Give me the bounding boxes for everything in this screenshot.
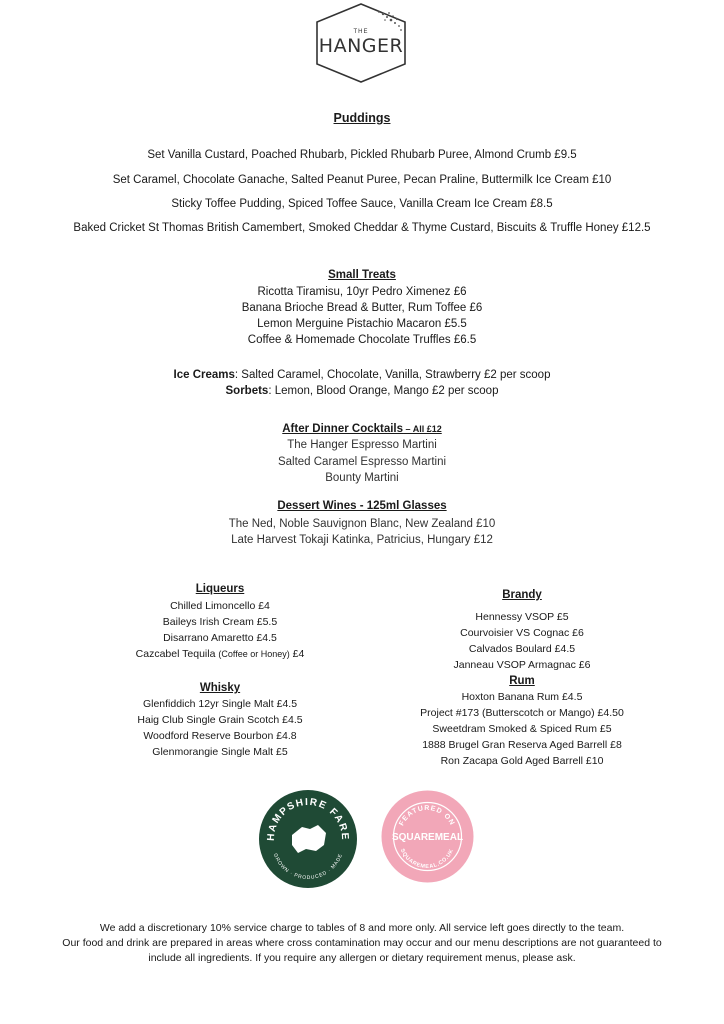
liqueur-item-note: (Coffee or Honey) xyxy=(218,649,290,659)
sorbets-line xyxy=(0,385,724,397)
ice-creams-line xyxy=(0,369,724,381)
liqueur-item: Chilled Limoncello £4 xyxy=(170,600,270,612)
rum-item: Sweetdram Smoked & Spiced Rum £5 xyxy=(432,723,612,735)
logo-the: THE xyxy=(353,29,369,35)
footer-notes xyxy=(30,921,694,966)
hampshire-fare-logo xyxy=(258,789,358,889)
small-treat-item: Banana Brioche Bread & Butter, Rum Toffee £6 xyxy=(241,302,483,314)
ice-creams-label: Ice Creams xyxy=(173,369,235,381)
liqueur-item-price: £4 xyxy=(289,648,305,660)
whisky-item: Haig Club Single Grain Scotch £4.5 xyxy=(137,714,303,726)
logo-name: HANGER xyxy=(318,35,404,57)
rum-item: Project #173 (Butterscotch or Mango) £4.50 xyxy=(420,707,624,719)
liqueurs-section xyxy=(110,583,330,664)
whisky-item: Glenfiddich 12yr Single Malt £4.5 xyxy=(142,698,298,710)
puddings-heading: Puddings xyxy=(333,111,391,125)
squaremeal-badge-name: SQUAREMEAL xyxy=(391,832,464,843)
squaremeal-badge xyxy=(381,790,474,883)
sorbets-text: : Lemon, Blood Orange, Mango £2 per scoop xyxy=(268,385,499,397)
sorbets-label: Sorbets xyxy=(225,385,269,397)
rum-item: 1888 Brugel Gran Reserva Aged Barrell £8 xyxy=(422,739,622,751)
rum-heading: Rum xyxy=(509,675,535,687)
small-treat-item: Lemon Merguine Pistachio Macaron £5.5 xyxy=(257,318,467,330)
footer-line: include all ingredients. If you require any allergen or dietary requirement menus, please ask. xyxy=(148,952,576,964)
squaremeal-badge-top-text: FEATURED ON xyxy=(398,804,456,828)
hampshire-badge-bottom-text: GROWN · PRODUCED · MADE xyxy=(271,852,345,882)
cocktail-item: The Hanger Espresso Martini xyxy=(287,439,437,451)
cocktails-heading: After Dinner Cocktails xyxy=(282,423,404,435)
squaremeal-badge-bottom-text: SQUAREMEAL.CO.UK xyxy=(398,848,456,871)
brandy-item: Calvados Boulard £4.5 xyxy=(468,643,576,655)
cocktail-item: Bounty Martini xyxy=(325,472,399,484)
whisky-section xyxy=(110,682,330,762)
liqueur-item: Disarrano Amaretto £4.5 xyxy=(163,632,277,644)
brandy-heading: Brandy xyxy=(502,589,542,601)
pudding-item: Set Vanilla Custard, Poached Rhubarb, Pickled Rhubarb Puree, Almond Crumb £9.5 xyxy=(147,149,577,161)
small-treat-item: Ricotta Tiramisu, 10yr Pedro Ximenez £6 xyxy=(257,286,467,298)
liqueurs-heading: Liqueurs xyxy=(195,583,245,595)
cocktail-item: Salted Caramel Espresso Martini xyxy=(277,456,447,468)
rum-section xyxy=(402,675,642,771)
whisky-heading: Whisky xyxy=(199,682,241,694)
brandy-item: Hennessy VSOP £5 xyxy=(475,611,569,623)
liqueur-item: Baileys Irish Cream £5.5 xyxy=(162,616,278,628)
small-treat-item: Coffee & Homemade Chocolate Truffles £6.5 xyxy=(247,334,477,346)
footer-line: We add a discretionary 10% service charge to tables of 8 and more only. All service left goes directly to the team. xyxy=(99,922,625,934)
footer-line: Our food and drink are prepared in areas where cross contamination may occur and our menu descriptions are not guaranteed to xyxy=(62,937,662,949)
liqueur-item-name: Cazcabel Tequila xyxy=(135,648,219,660)
cocktails-note: – All £12 xyxy=(403,424,442,434)
brandy-section xyxy=(402,589,642,675)
pudding-item: Set Caramel, Chocolate Ganache, Salted Peanut Puree, Pecan Praline, Buttermilk Ice Cream £10 xyxy=(112,174,612,186)
hanger-logo xyxy=(313,2,409,84)
pudding-item: Sticky Toffee Pudding, Spiced Toffee Sauce, Vanilla Cream Ice Cream £8.5 xyxy=(171,198,553,210)
small-treats-heading: Small Treats xyxy=(328,269,396,281)
rum-item: Ron Zacapa Gold Aged Barrell £10 xyxy=(440,755,604,767)
brandy-item: Courvoisier VS Cognac £6 xyxy=(460,627,584,639)
dessert-wine-item: The Ned, Noble Sauvignon Blanc, New Zealand £10 xyxy=(228,518,496,530)
hampshire-fare-badge xyxy=(258,789,358,889)
squaremeal-logo xyxy=(381,790,474,883)
liqueur-item xyxy=(110,648,330,664)
dessert-wines-heading: Dessert Wines - 125ml Glasses xyxy=(277,500,447,512)
ice-creams-text: : Salted Caramel, Chocolate, Vanilla, Strawberry £2 per scoop xyxy=(234,369,551,381)
cocktails-heading-line xyxy=(0,423,724,435)
whisky-item: Glenmorangie Single Malt £5 xyxy=(152,746,288,758)
brandy-item: Janneau VSOP Armagnac £6 xyxy=(453,659,591,671)
pudding-item: Baked Cricket St Thomas British Camembert, Smoked Cheddar & Thyme Custard, Biscuits & Truffle Honey £12.5 xyxy=(73,222,651,234)
whisky-item: Woodford Reserve Bourbon £4.8 xyxy=(143,730,297,742)
dessert-wine-item: Late Harvest Tokaji Katinka, Patricius, Hungary £12 xyxy=(231,534,493,546)
rum-item: Hoxton Banana Rum £4.5 xyxy=(461,691,583,703)
hampshire-badge-top-text: HAMPSHIRE FARE xyxy=(265,796,351,842)
